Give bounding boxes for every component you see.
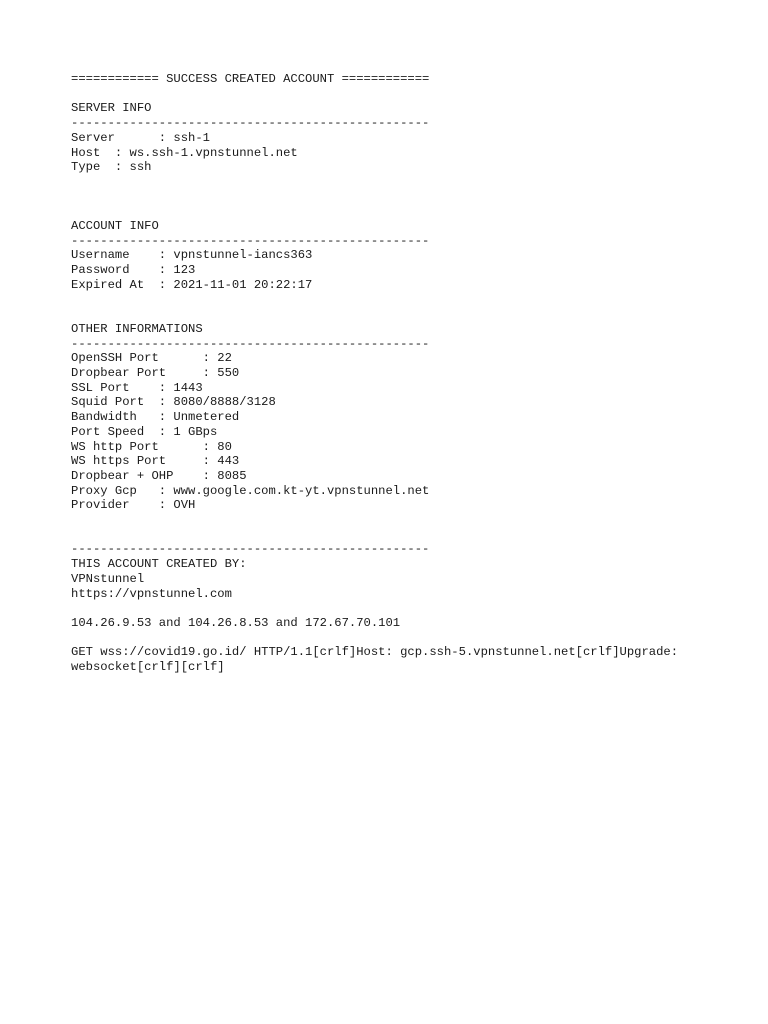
ws-https-port-line: WS https Port : 443 [71,454,240,469]
dropbear-port-line: Dropbear Port : 550 [71,366,240,381]
account-info-section [71,219,711,293]
separator-line: ------------------------------------------------- [71,233,430,248]
spacer [71,293,711,322]
account-info-heading: ACCOUNT INFO [71,219,159,233]
ip-addresses: 104.26.9.53 and 104.26.8.53 and 172.67.70.101 [71,615,401,630]
spacer [71,175,711,219]
ws-http-port-line: WS http Port : 80 [71,439,232,454]
footer-section [71,542,711,674]
server-info-section [71,101,711,175]
separator-line: ------------------------------------------------- [71,116,430,131]
websocket-payload: GET wss://covid19.go.id/ HTTP/1.1[crlf]Host: gcp.ssh-5.vpnstunnel.net[crlf]Upgrade: websocket[crlf][crlf] [71,645,686,675]
brand-name: VPNstunnel [71,571,145,586]
bandwidth-line: Bandwidth : Unmetered [71,410,240,425]
username-line: Username : vpnstunnel-iancs363 [71,248,313,263]
server-line: Server : ssh-1 [71,130,210,145]
other-info-section [71,322,711,513]
type-line: Type : ssh [71,160,152,175]
port-speed-line: Port Speed : 1 GBps [71,424,218,439]
other-info-heading: OTHER INFORMATIONS [71,321,203,336]
document-title: ============ SUCCESS CREATED ACCOUNT ============ [71,72,430,86]
separator-line: ------------------------------------------------- [71,336,430,351]
brand-url: https://vpnstunnel.com [71,586,232,601]
document-body [71,72,711,675]
spacer [71,87,711,102]
host-line: Host : ws.ssh-1.vpnstunnel.net [71,145,298,160]
squid-port-line: Squid Port : 8080/8888/3128 [71,395,276,410]
created-by-label: THIS ACCOUNT CREATED BY: [71,557,247,572]
spacer [71,631,711,646]
password-line: Password : 123 [71,263,196,278]
provider-line: Provider : OVH [71,498,196,513]
proxy-gcp-line: Proxy Gcp : www.google.com.kt-yt.vpnstunnel.net [71,483,430,498]
openssh-port-line: OpenSSH Port : 22 [71,351,232,366]
server-info-heading: SERVER INFO [71,101,152,116]
expired-at-line: Expired At : 2021-11-01 20:22:17 [71,277,313,292]
separator-line: ------------------------------------------------- [71,542,430,557]
dropbear-ohp-line: Dropbear + OHP : 8085 [71,468,247,483]
spacer [71,513,711,542]
spacer [71,601,711,616]
ssl-port-line: SSL Port : 1443 [71,380,203,395]
